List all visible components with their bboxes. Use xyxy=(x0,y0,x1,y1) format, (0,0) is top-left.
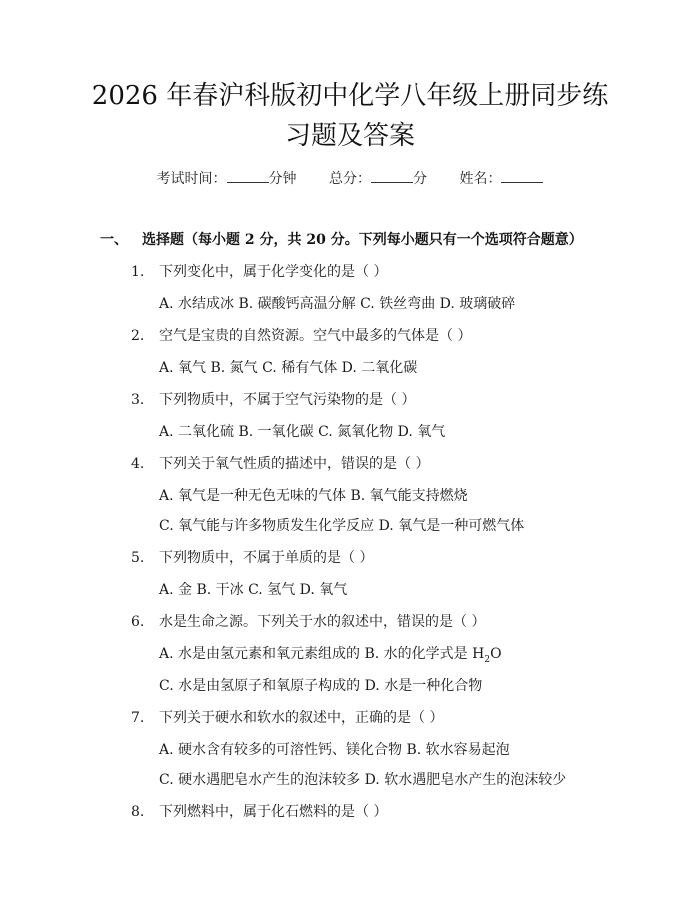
water-formula xyxy=(472,646,502,665)
page-title xyxy=(80,76,620,156)
question-6-options-a-b xyxy=(159,643,502,665)
question-number: 3. xyxy=(131,392,145,408)
question-4-options-c-d: C. 氧气能与许多物质发生化学反应 D. 氧气是一种可燃气体 xyxy=(159,518,525,534)
question-4-options-a-b: A. 氧气是一种无色无味的气体 B. 氧气能支持燃烧 xyxy=(159,488,468,504)
time-unit: 分钟 xyxy=(268,171,297,187)
question-3-options: A. 二氧化硫 B. 一氧化碳 C. 氮氧化物 D. 氧气 xyxy=(159,424,446,440)
time-label: 考试时间： xyxy=(156,171,227,187)
formula-base: H xyxy=(472,646,485,662)
question-5-options: A. 金 B. 干冰 C. 氢气 D. 氧气 xyxy=(159,582,348,598)
score-field xyxy=(329,171,427,187)
title-line-2: 习题及答案 xyxy=(284,121,415,151)
section-number: 一、 xyxy=(100,232,128,248)
question-text: 空气是宝贵的自然资源。空气中最多的气体是（ ） xyxy=(159,328,472,344)
formula-tail: O xyxy=(490,646,502,662)
question-2-options: A. 氧气 B. 氮气 C. 稀有气体 D. 二氧化碳 xyxy=(159,360,418,376)
question-3 xyxy=(131,389,415,409)
question-number: 5. xyxy=(131,550,145,566)
question-text: 下列关于硬水和软水的叙述中，正确的是（ ） xyxy=(159,710,444,726)
score-unit: 分 xyxy=(413,171,427,187)
question-text: 水是生命之源。下列关于水的叙述中，错误的是（ ） xyxy=(159,614,486,630)
name-blank xyxy=(501,170,543,183)
question-7-options-c-d: C. 硬水遇肥皂水产生的泡沫较多 D. 软水遇肥皂水产生的泡沫较少 xyxy=(159,772,567,788)
option-text: A. 水是由氢元素和氧元素组成的 B. 水的化学式是 xyxy=(159,646,468,662)
question-number: 4. xyxy=(131,456,145,472)
question-7 xyxy=(131,707,443,727)
question-number: 6. xyxy=(131,614,145,630)
question-2 xyxy=(131,325,471,345)
question-6 xyxy=(131,611,485,631)
name-field xyxy=(459,171,543,187)
question-number: 1. xyxy=(131,264,145,280)
section-text: 选择题（每小题 2 分，共 20 分。下列每小题只有一个选项符合题意） xyxy=(142,232,583,248)
time-blank xyxy=(227,170,269,183)
question-4 xyxy=(131,453,429,473)
question-text: 下列关于氧气性质的描述中，错误的是（ ） xyxy=(159,456,430,472)
question-text: 下列物质中，不属于空气污染物的是（ ） xyxy=(159,392,416,408)
question-6-options-c-d: C. 水是由氢原子和氧原子构成的 D. 水是一种化合物 xyxy=(159,678,483,694)
question-text: 下列物质中，不属于单质的是（ ） xyxy=(159,550,374,566)
question-text: 下列燃料中，属于化石燃料的是（ ） xyxy=(159,804,388,820)
exam-meta xyxy=(0,168,700,188)
question-number: 2. xyxy=(131,328,145,344)
score-blank xyxy=(371,170,413,183)
question-8 xyxy=(131,801,387,821)
score-label: 总分： xyxy=(329,171,371,187)
time-field xyxy=(157,171,297,187)
question-text: 下列变化中，属于化学变化的是（ ） xyxy=(159,264,388,280)
question-5 xyxy=(131,547,373,567)
formula-subscript: 2 xyxy=(484,654,491,665)
question-number: 8. xyxy=(131,804,145,820)
name-label: 姓名： xyxy=(459,171,502,187)
question-1 xyxy=(131,261,387,281)
section-heading xyxy=(100,229,583,249)
title-line-1: 2026 年春沪科版初中化学八年级上册同步练 xyxy=(91,81,609,111)
question-7-options-a-b: A. 硬水含有较多的可溶性钙、镁化合物 B. 软水容易起泡 xyxy=(159,742,510,758)
question-1-options: A. 水结成冰 B. 碳酸钙高温分解 C. 铁丝弯曲 D. 玻璃破碎 xyxy=(159,296,516,312)
question-number: 7. xyxy=(131,710,145,726)
